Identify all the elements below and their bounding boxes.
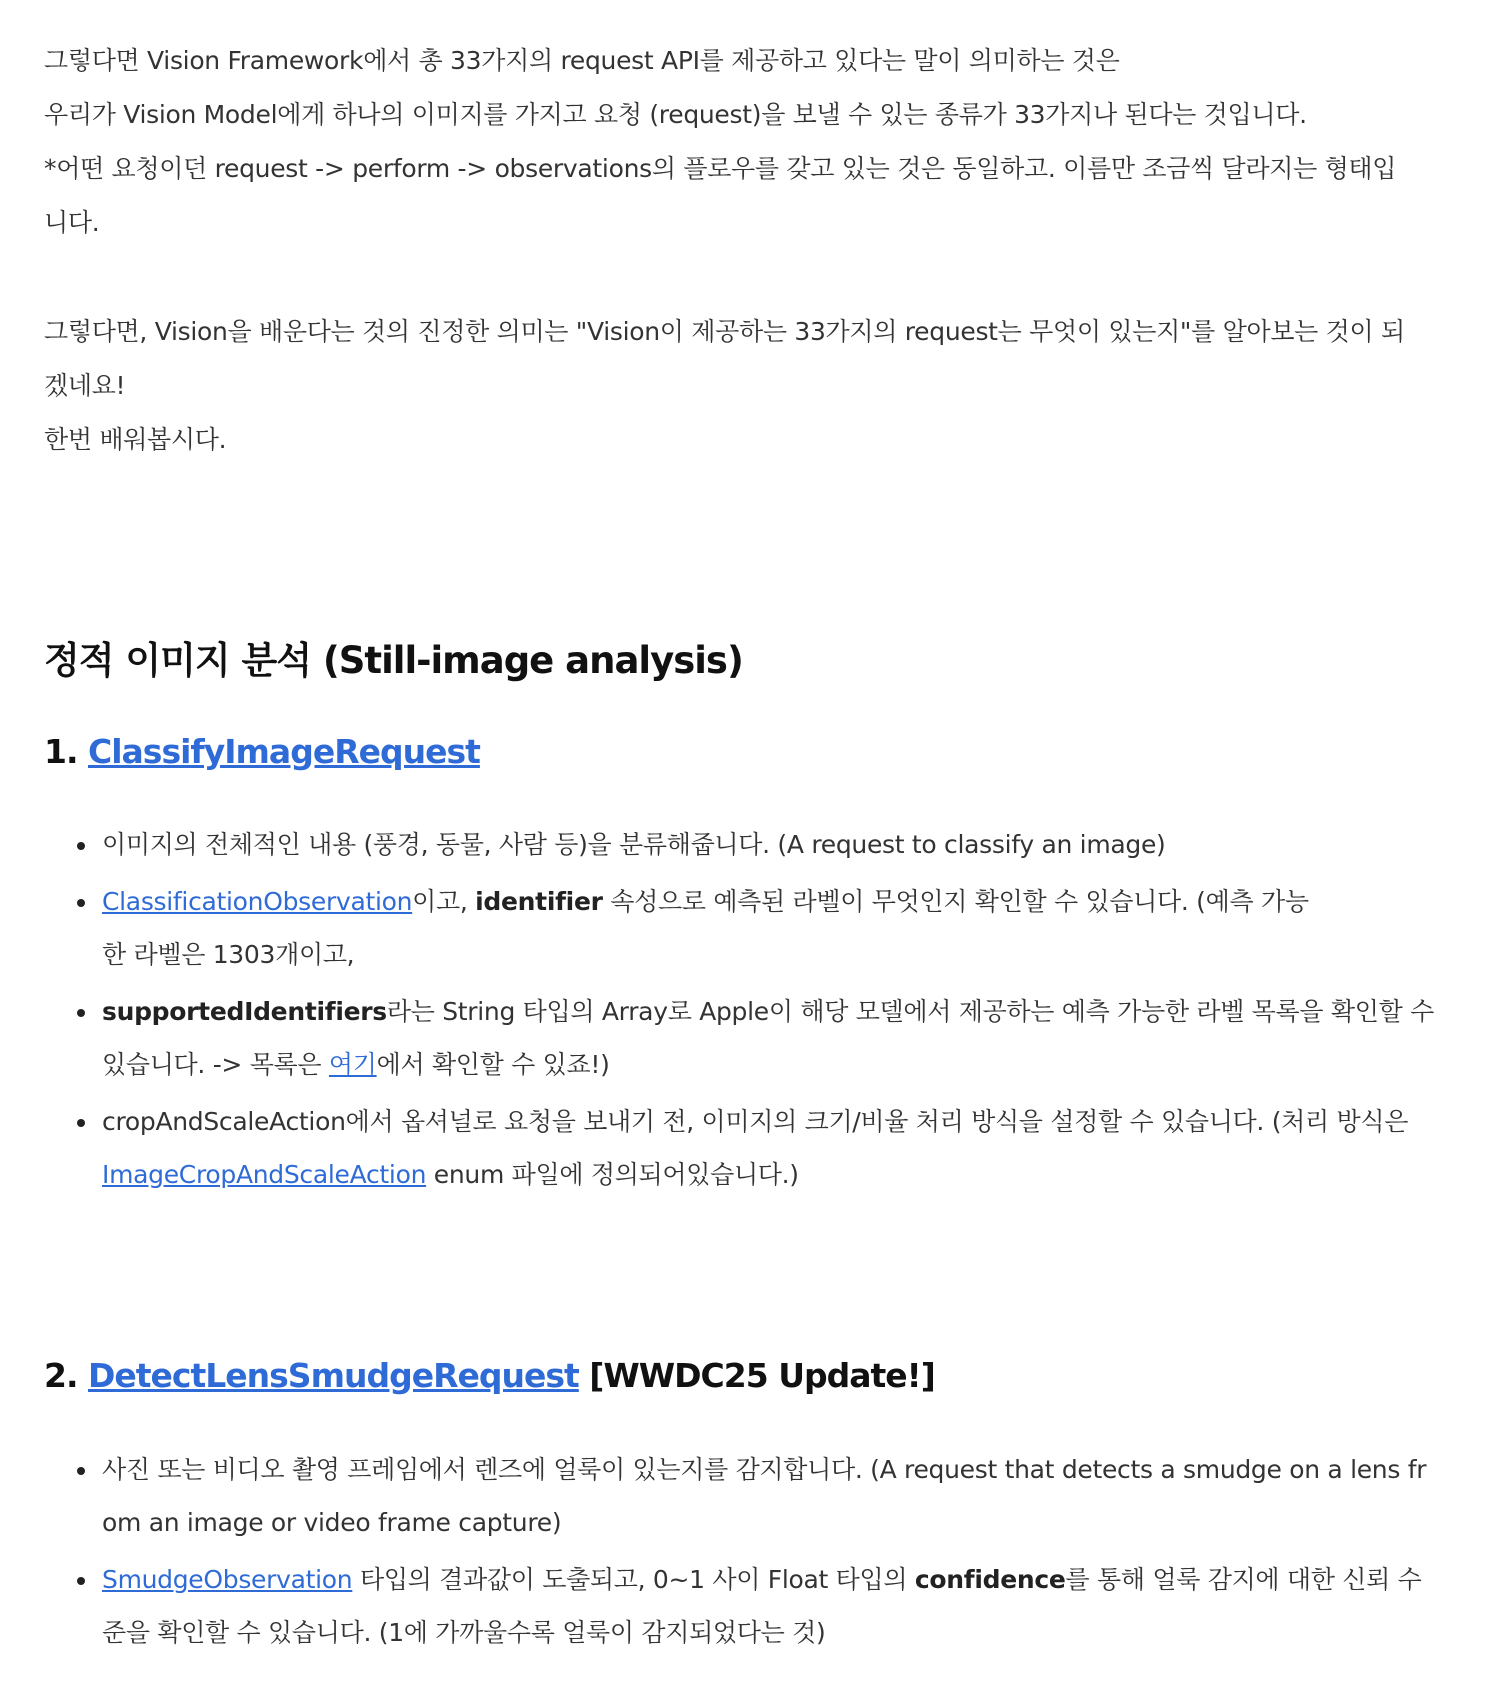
bullet-text	[102, 1038, 1464, 1091]
supported-identifiers-bold: supportedIdentifiers	[102, 997, 387, 1026]
intro-line: 우리가 Vision Model에게 하나의 이미지를 가지고 요청 (request)을 보낼 수 있는 종류가 33가지나 된다는 것입니다.	[44, 100, 1307, 129]
bullet-dot	[77, 1467, 85, 1475]
intro-line: 니다.	[44, 208, 100, 237]
intro-line: 그렇다면 Vision Framework에서 총 33가지의 request API를 제공하고 있다는 말이 의미하는 것은	[44, 46, 1120, 75]
bullet-text: 사진 또는 비디오 촬영 프레임에서 렌즈에 얼룩이 있는지를 감지합니다. (A request that detects a smudge on a lens fr	[102, 1455, 1427, 1484]
text-fragment: 이고,	[412, 887, 476, 916]
bullet-text: cropAndScaleAction에서 옵셔널로 요청을 보내기 전, 이미지의 크기/비율 처리 방식을 설정할 수 있습니다. (처리 방식은	[102, 1107, 1409, 1136]
bullet-text: 준을 확인할 수 있습니다. (1에 가까울수록 얼룩이 감지되었다는 것)	[102, 1618, 826, 1647]
intro-paragraph-2	[44, 305, 1464, 467]
bullet-text	[102, 985, 1464, 1038]
bullet-text	[102, 1148, 1464, 1201]
list-item	[44, 818, 1464, 871]
intro-line: 겠네요!	[44, 371, 126, 400]
section-heading: 정적 이미지 분석 (Still-image analysis)	[44, 639, 743, 682]
intro-line: 그렇다면, Vision을 배운다는 것의 진정한 의미는 "Vision이 제공하는 33가지의 request는 무엇이 있는지"를 알아보는 것이 되	[44, 317, 1405, 346]
bullet-text	[102, 875, 1464, 928]
here-link[interactable]: 여기	[328, 1050, 377, 1079]
bullet-dot	[77, 899, 85, 907]
bullet-text	[102, 1553, 1464, 1606]
detect-lens-smudge-request-link[interactable]: DetectLensSmudgeRequest	[88, 1356, 579, 1395]
list-item	[44, 1443, 1464, 1549]
image-crop-and-scale-action-link[interactable]: ImageCropAndScaleAction	[102, 1160, 427, 1189]
list-item	[44, 985, 1464, 1091]
list-item	[44, 875, 1464, 981]
item-1-bullet-list	[44, 818, 1464, 1205]
list-item	[44, 1095, 1464, 1201]
list-item	[44, 1553, 1464, 1659]
text-fragment: 를 통해 얼룩 감지에 대한 신뢰 수	[1065, 1565, 1422, 1594]
bullet-dot	[77, 1119, 85, 1127]
item-2-heading	[44, 1356, 935, 1395]
bullet-text: 이미지의 전체적인 내용 (풍경, 동물, 사람 등)을 분류해줍니다. (A request to classify an image)	[102, 830, 1166, 859]
text-fragment: enum 파일에 정의되어있습니다.)	[426, 1160, 799, 1189]
text-fragment: 에서 확인할 수 있죠!)	[376, 1050, 610, 1079]
identifier-bold: identifier	[475, 887, 603, 916]
wwdc-update-tag: [WWDC25 Update!]	[578, 1356, 935, 1395]
classification-observation-link[interactable]: ClassificationObservation	[102, 887, 413, 916]
bullet-dot	[77, 842, 85, 850]
text-fragment: 타입의 결과값이 도출되고, 0~1 사이 Float 타입의	[352, 1565, 915, 1594]
intro-line: *어떤 요청이던 request -> perform -> observations의 플로우를 갖고 있는 것은 동일하고. 이름만 조금씩 달라지는 형태입	[44, 154, 1397, 183]
intro-line: 한번 배워봅시다.	[44, 425, 227, 454]
text-fragment: 있습니다. -> 목록은	[102, 1050, 329, 1079]
item-1-number: 1.	[44, 732, 78, 771]
text-fragment: 라는 String 타입의 Array로 Apple이 해당 모델에서 제공하는 예측 가능한 라벨 목록을 확인할 수	[386, 997, 1434, 1026]
classify-image-request-link[interactable]: ClassifyImageRequest	[88, 732, 480, 771]
intro-paragraph-1	[44, 34, 1464, 250]
item-2-bullet-list	[44, 1443, 1464, 1663]
bullet-text: om an image or video frame capture)	[102, 1508, 562, 1537]
confidence-bold: confidence	[914, 1565, 1066, 1594]
text-fragment: 속성으로 예측된 라벨이 무엇인지 확인할 수 있습니다. (예측 가능	[602, 887, 1309, 916]
smudge-observation-link[interactable]: SmudgeObservation	[102, 1565, 353, 1594]
item-1-heading	[44, 732, 480, 771]
bullet-dot	[77, 1577, 85, 1585]
bullet-dot	[77, 1009, 85, 1017]
bullet-text: 한 라벨은 1303개이고,	[102, 940, 355, 969]
item-2-number: 2.	[44, 1356, 78, 1395]
